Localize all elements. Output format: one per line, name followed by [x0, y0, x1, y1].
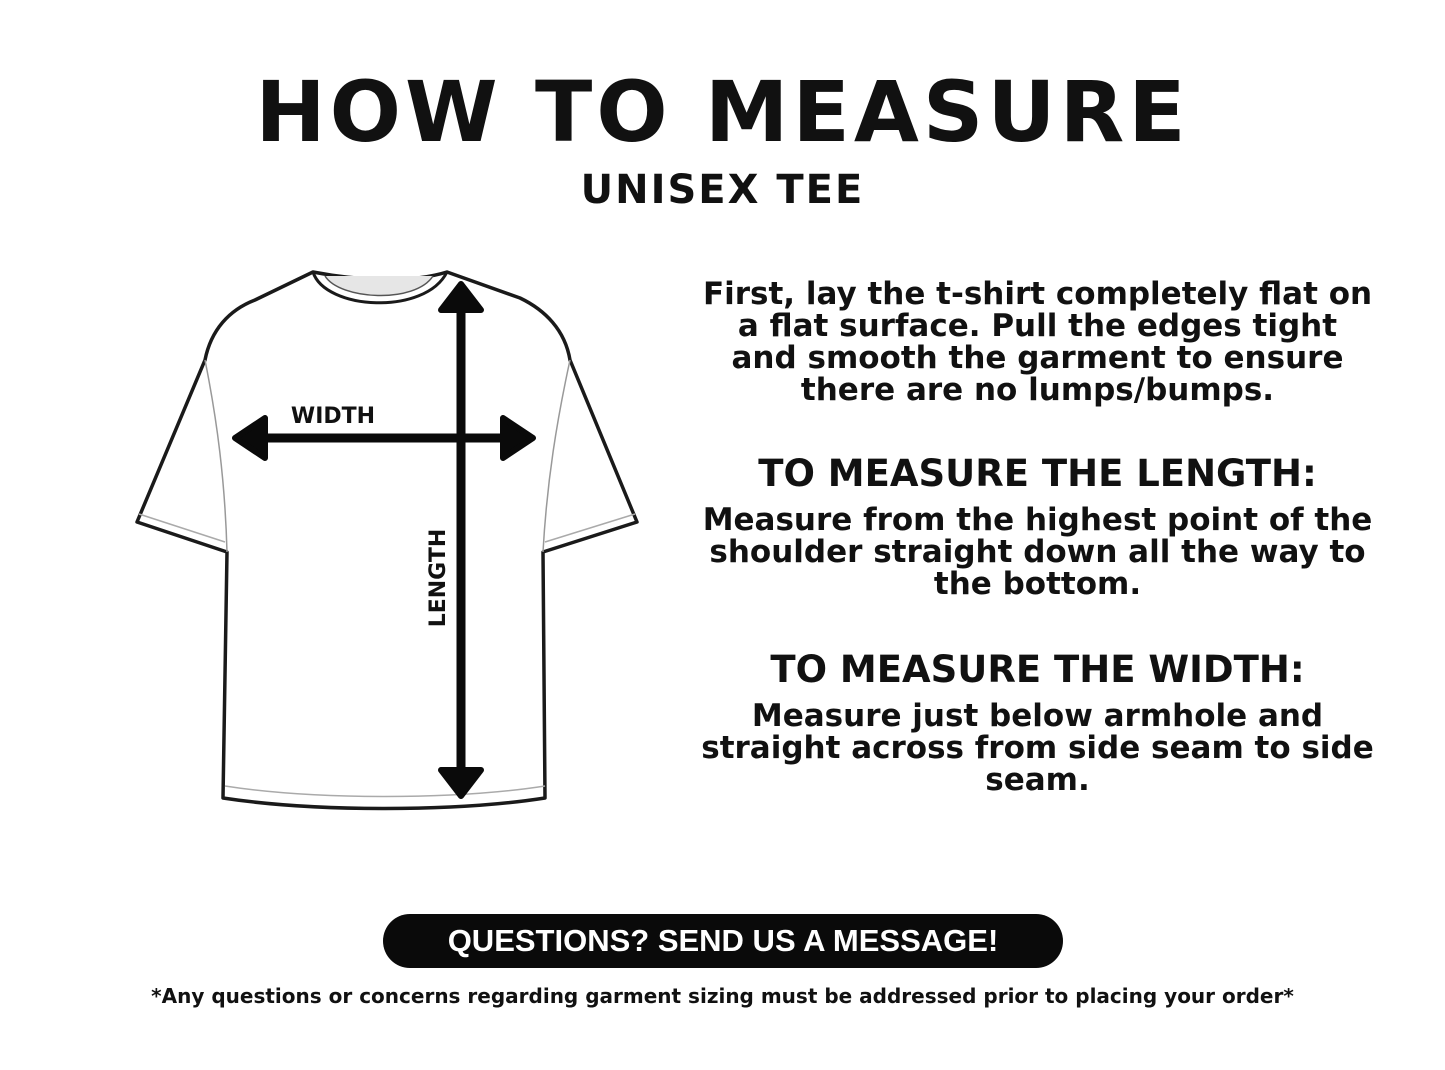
- instructions-panel: [700, 278, 1375, 796]
- t-shirt-icon: [125, 260, 645, 820]
- measurement-diagram: [125, 260, 645, 820]
- page-title: HOW TO MEASURE: [255, 63, 1190, 161]
- t-shirt-outline: [137, 272, 637, 809]
- intro-text: First, lay the t-shirt completely flat on a flat surface. Pull the edges tight and smooth the garment to ensure there are no lumps/bumps.: [702, 276, 1373, 408]
- length-heading: TO MEASURE THE LENGTH:: [758, 452, 1317, 495]
- length-label: LENGTH: [426, 528, 451, 628]
- width-text: Measure just below armhole and straight across from side seam to side seam.: [701, 698, 1374, 798]
- page-subtitle: UNISEX TEE: [580, 167, 865, 213]
- width-heading: TO MEASURE THE WIDTH:: [770, 648, 1305, 691]
- sizing-disclaimer: *Any questions or concerns regarding garment sizing must be addressed prior to placing your order*: [151, 984, 1294, 1008]
- send-message-button[interactable]: QUESTIONS? SEND US A MESSAGE!: [383, 914, 1063, 968]
- length-text: Measure from the highest point of the shoulder straight down all the way to the bottom.: [702, 502, 1373, 602]
- width-label: WIDTH: [290, 404, 376, 429]
